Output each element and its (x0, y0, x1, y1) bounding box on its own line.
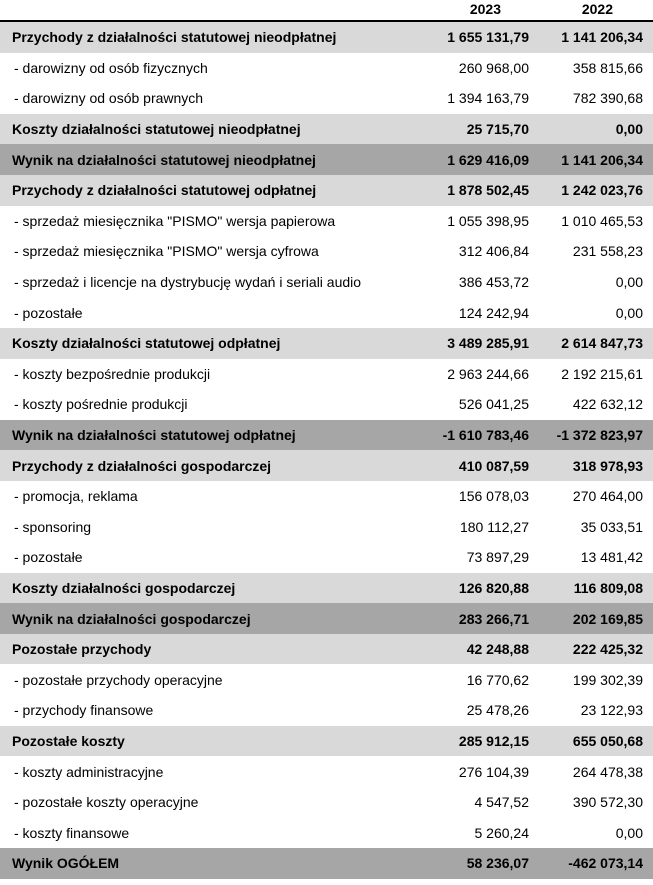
row-label: - sprzedaż miesięcznika "PISMO" wersja cyfrowa (14, 243, 319, 260)
table-row (0, 53, 653, 84)
value-2023: 180 112,27 (459, 518, 529, 535)
table-row (0, 420, 653, 451)
value-2022: 422 632,12 (572, 396, 643, 413)
row-label: - pozostałe przychody operacyjne (14, 671, 223, 688)
value-2022: 390 572,30 (572, 794, 643, 811)
table-row (0, 634, 653, 665)
row-label: - koszty finansowe (14, 824, 130, 841)
value-2022: 23 122,93 (580, 702, 643, 719)
value-2022: -1 372 823,97 (556, 427, 643, 444)
value-2022: 0,00 (615, 824, 643, 841)
table-row (0, 236, 653, 267)
table-header (0, 0, 653, 22)
value-2022: 2 192 215,61 (561, 365, 643, 382)
value-2022: 0,00 (615, 274, 643, 291)
value-2023: 285 912,15 (458, 732, 529, 749)
table-row (0, 114, 653, 145)
row-label: - koszty pośrednie produkcji (14, 396, 188, 413)
row-label: Wynik na działalności gospodarczej (12, 610, 251, 627)
row-label: - darowizny od osób fizycznych (14, 59, 208, 76)
value-2022: 1 242 023,76 (561, 182, 643, 199)
value-2023: 283 266,71 (458, 610, 529, 627)
table-row (0, 359, 653, 390)
value-2022: 318 978,93 (572, 457, 643, 474)
row-label: - pozostałe koszty operacyjne (14, 794, 199, 811)
value-2022: -462 073,14 (568, 855, 643, 872)
table-body (0, 22, 653, 879)
value-2023: 73 897,29 (466, 549, 529, 566)
table-row (0, 848, 653, 879)
row-label: - sponsoring (14, 518, 92, 535)
table-row (0, 787, 653, 818)
value-2023: 25 715,70 (466, 121, 529, 138)
row-label: Koszty działalności statutowej nieodpłatnej (12, 121, 301, 138)
value-2022: 655 050,68 (572, 732, 643, 749)
table-row (0, 664, 653, 695)
row-label: Wynik na działalności statutowej odpłatnej (12, 427, 296, 444)
table-row (0, 389, 653, 420)
value-2022: 264 478,38 (572, 763, 643, 780)
value-2023: 1 629 416,09 (447, 151, 529, 168)
table-row (0, 573, 653, 604)
row-label: - sprzedaż i licencje na dystrybucję wydań i seriali audio (14, 274, 362, 291)
row-label: Przychody z działalności statutowej odpłatnej (12, 182, 317, 199)
value-2022: 270 464,00 (572, 488, 643, 505)
table-row (0, 542, 653, 573)
value-2022: 35 033,51 (580, 518, 643, 535)
row-label: Wynik na działalności statutowej nieodpłatnej (12, 151, 316, 168)
table-row (0, 267, 653, 298)
row-label: - sprzedaż miesięcznika "PISMO" wersja papierowa (14, 212, 336, 229)
value-2023: 156 078,03 (458, 488, 529, 505)
table-row (0, 603, 653, 634)
table-row (0, 328, 653, 359)
value-2023: 2 963 244,66 (447, 365, 529, 382)
row-label: - promocja, reklama (14, 488, 138, 505)
value-2022: 0,00 (615, 121, 643, 138)
table-row (0, 512, 653, 543)
value-2023: 42 248,88 (466, 641, 529, 658)
value-2023: 410 087,59 (458, 457, 529, 474)
table-row (0, 297, 653, 328)
row-label: Koszty działalności statutowej odpłatnej (12, 335, 281, 352)
table-row (0, 695, 653, 726)
row-label: - koszty administracyjne (14, 763, 164, 780)
value-2022: 202 169,85 (572, 610, 643, 627)
table-row (0, 481, 653, 512)
value-2023: 1 655 131,79 (447, 29, 529, 46)
value-2022: 199 302,39 (572, 671, 643, 688)
value-2022: 0,00 (615, 304, 643, 321)
value-2023: 276 104,39 (458, 763, 529, 780)
value-2022: 358 815,66 (572, 59, 643, 76)
table-row (0, 817, 653, 848)
table-row (0, 144, 653, 175)
table-row (0, 83, 653, 114)
row-label: - darowizny od osób prawnych (14, 90, 204, 107)
row-label: Przychody z działalności statutowej nieodpłatnej (12, 29, 337, 46)
value-2023: 25 478,26 (466, 702, 529, 719)
value-2023: -1 610 783,46 (442, 427, 529, 444)
value-2023: 312 406,84 (458, 243, 529, 260)
value-2023: 5 260,24 (474, 824, 529, 841)
row-label: Pozostałe koszty (12, 732, 125, 749)
table-row (0, 726, 653, 757)
row-label: Koszty działalności gospodarczej (12, 579, 236, 596)
value-2022: 1 141 206,34 (561, 29, 643, 46)
table-row (0, 756, 653, 787)
value-2023: 4 547,52 (474, 794, 529, 811)
row-label: - pozostałe (14, 304, 83, 321)
header-year-2023: 2023 (469, 1, 501, 17)
row-label: - pozostałe (14, 549, 83, 566)
row-label: Pozostałe przychody (12, 641, 152, 658)
row-label: Przychody z działalności gospodarczej (12, 457, 272, 474)
value-2023: 3 489 285,91 (447, 335, 529, 352)
value-2022: 782 390,68 (572, 90, 643, 107)
row-label: - koszty bezpośrednie produkcji (14, 365, 211, 382)
value-2023: 16 770,62 (466, 671, 529, 688)
row-label: - przychody finansowe (14, 702, 154, 719)
table-row (0, 22, 653, 53)
value-2022: 222 425,32 (572, 641, 643, 658)
value-2022: 13 481,42 (580, 549, 643, 566)
value-2023: 58 236,07 (466, 855, 529, 872)
table-row (0, 450, 653, 481)
row-label: Wynik OGÓŁEM (12, 855, 120, 872)
value-2023: 124 242,94 (458, 304, 529, 321)
table-row (0, 206, 653, 237)
value-2023: 260 968,00 (458, 59, 529, 76)
value-2023: 126 820,88 (458, 579, 529, 596)
value-2023: 1 878 502,45 (447, 182, 529, 199)
value-2023: 1 055 398,95 (447, 212, 529, 229)
value-2022: 2 614 847,73 (561, 335, 643, 352)
value-2023: 386 453,72 (458, 274, 529, 291)
value-2022: 231 558,23 (572, 243, 643, 260)
header-year-2022: 2022 (581, 1, 613, 17)
value-2022: 1 010 465,53 (561, 212, 643, 229)
value-2022: 1 141 206,34 (561, 151, 643, 168)
value-2023: 1 394 163,79 (447, 90, 529, 107)
value-2022: 116 809,08 (573, 579, 643, 596)
value-2023: 526 041,25 (458, 396, 529, 413)
table-row (0, 175, 653, 206)
